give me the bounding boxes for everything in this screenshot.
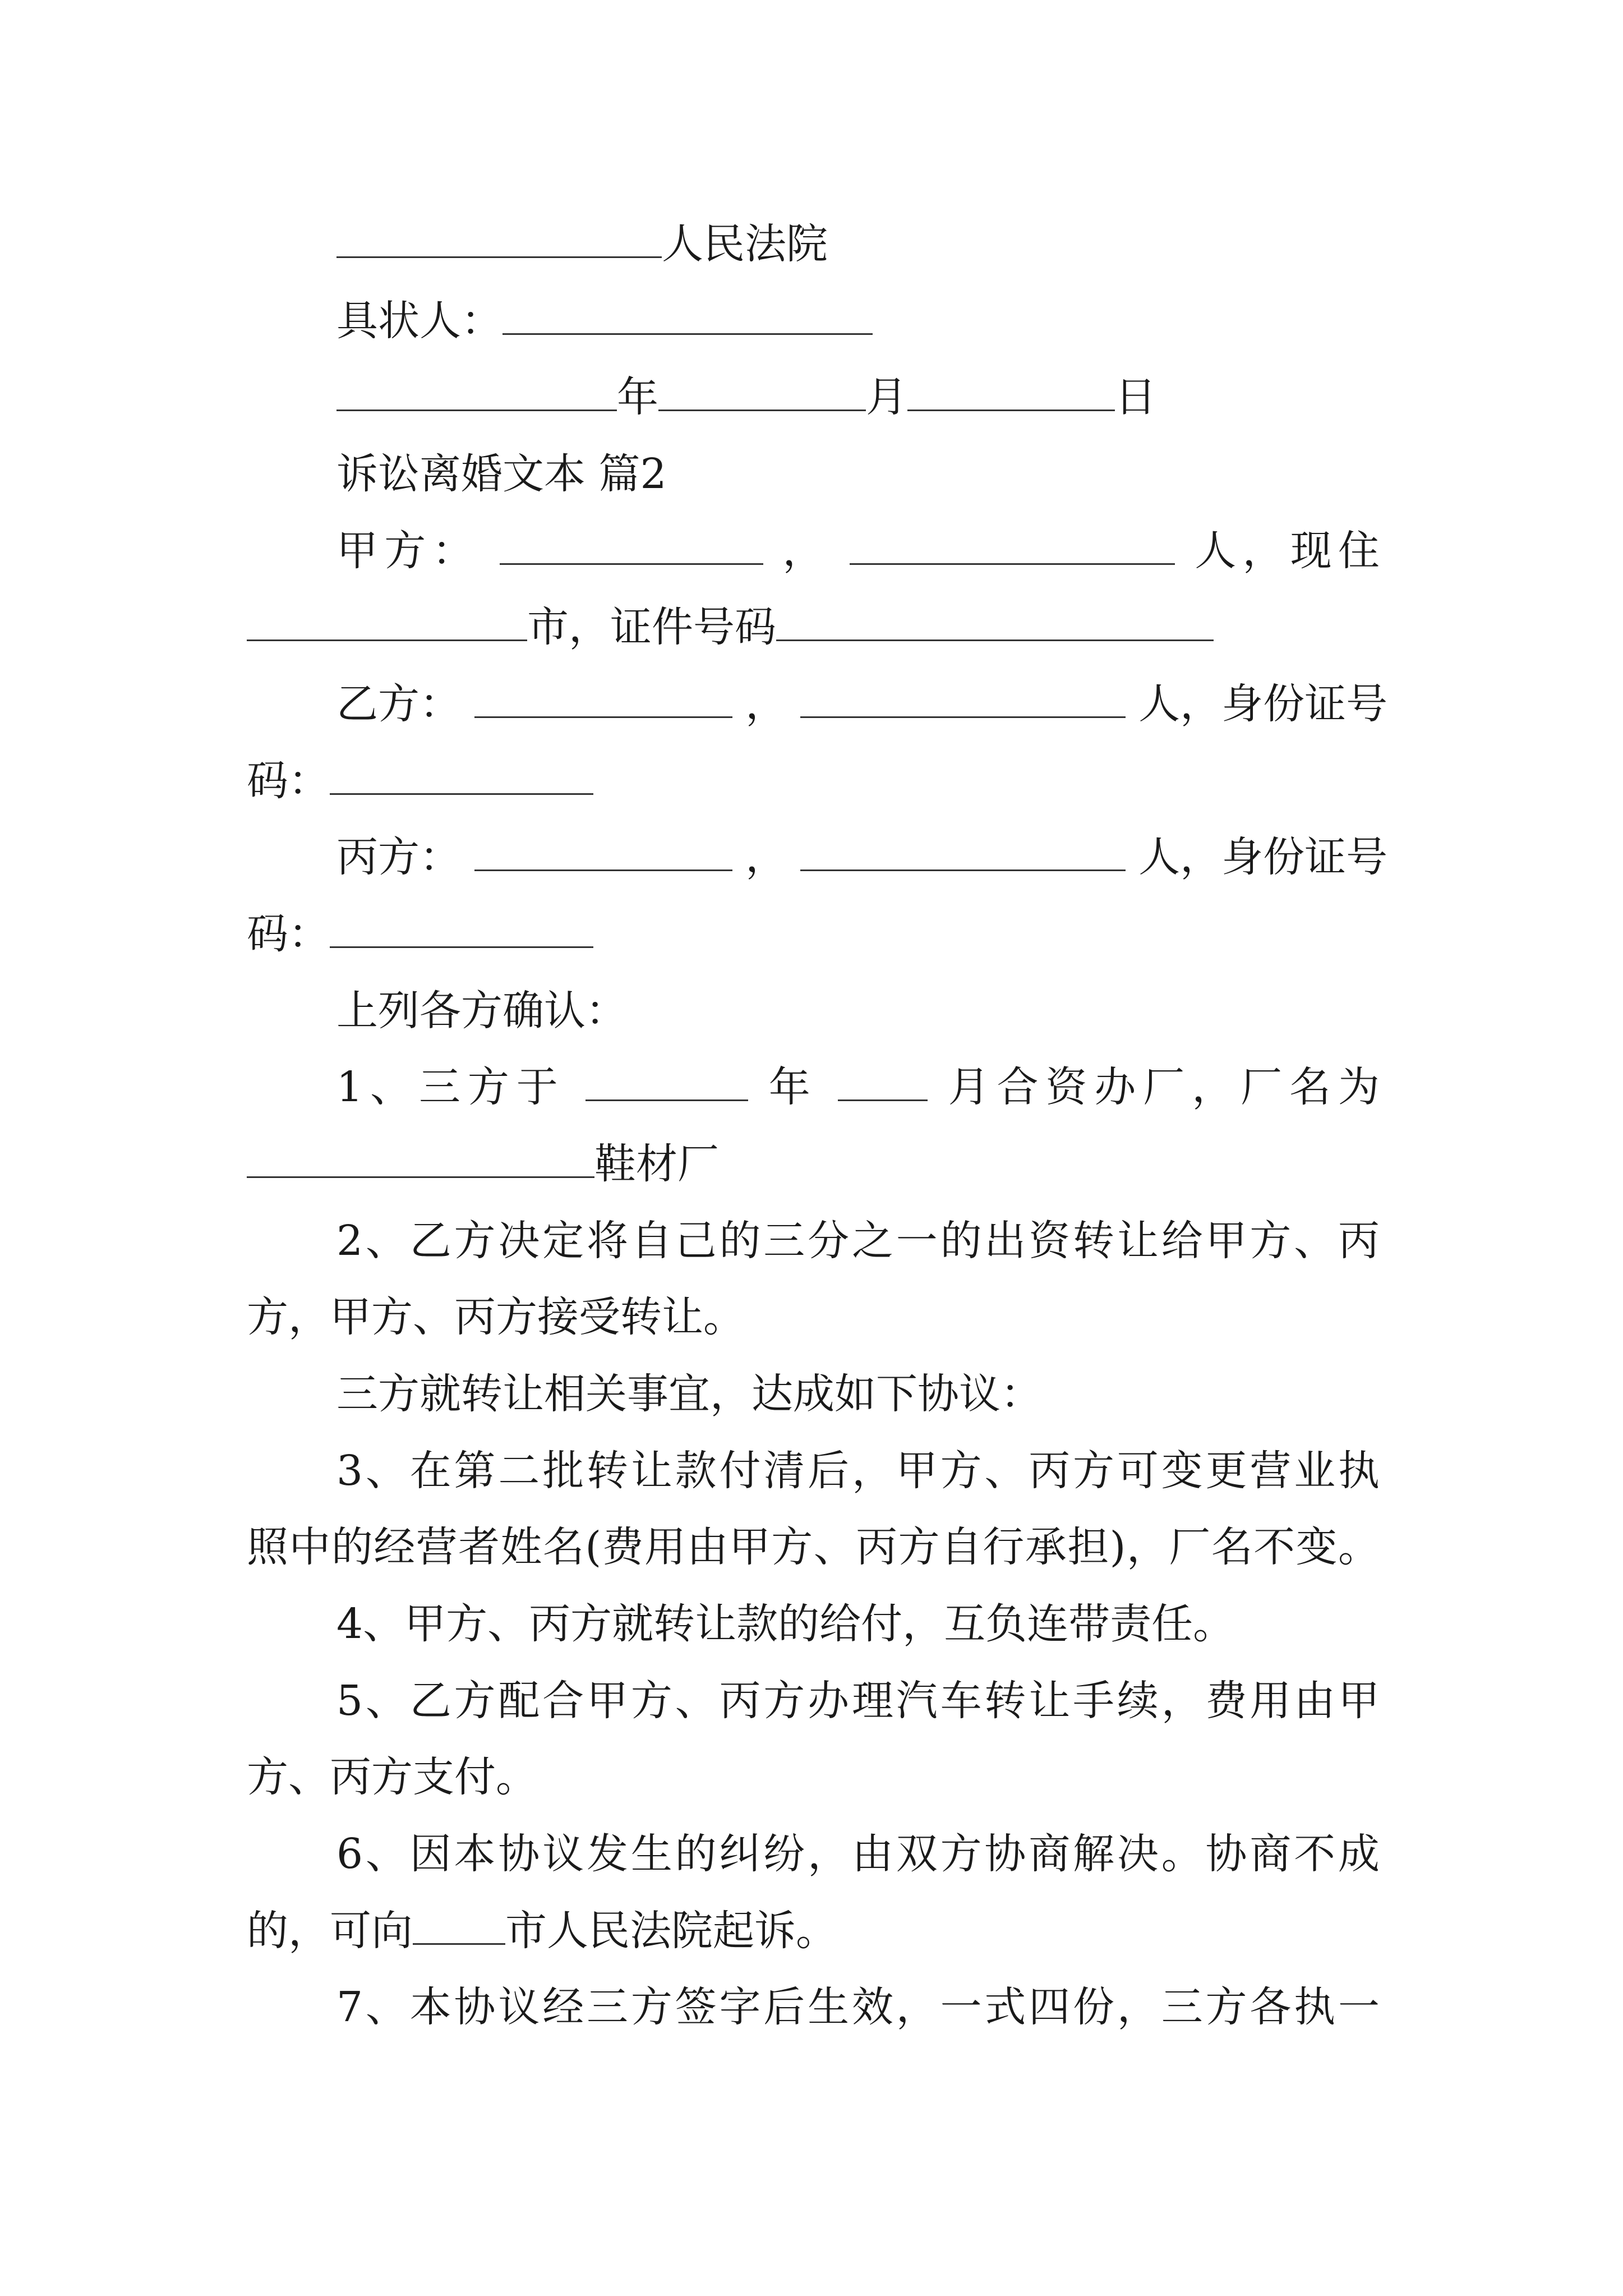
- confirm-heading: 上列各方确认：: [336, 987, 627, 1035]
- section-title: 诉讼离婚文本 篇2: [336, 450, 667, 498]
- factory-name-blank: [247, 1137, 594, 1178]
- party-c-name-blank: [474, 830, 732, 871]
- party-b-name-blank: [474, 677, 732, 718]
- item-3-line-2: 照中的经营者姓名(费用由甲方、丙方自行承担)，厂名不变。: [247, 1523, 1380, 1571]
- item-4-line: 4、甲方、丙方就转让款的给付，互负连带责任。: [336, 1600, 1235, 1648]
- item-2-line-2: 方，甲方、丙方接受转让。: [247, 1293, 745, 1341]
- party-a-line: 甲方： ， 人，现住: [336, 523, 1380, 579]
- petitioner-line: 具状人：: [336, 293, 873, 349]
- court-name-blank: [336, 217, 662, 258]
- party-b-id-line: 码：: [247, 753, 593, 809]
- party-c-id-blank: [330, 907, 593, 948]
- party-b-line: 乙方： ， 人，身份证号: [336, 676, 1380, 732]
- petitioner-blank: [502, 294, 873, 335]
- party-a-id-line: 市，证件号码: [247, 599, 1214, 655]
- item-3-line-1: 3、在第二批转让款付清后，甲方、丙方可变更营业执: [336, 1447, 1380, 1495]
- item-1-line: 1、三方于 年 月合资办厂，厂名为: [336, 1059, 1380, 1115]
- city-blank: [413, 1904, 505, 1945]
- party-a-origin-blank: [850, 524, 1175, 565]
- party-c-origin-blank: [800, 830, 1126, 871]
- item-5-line-1: 5、乙方配合甲方、丙方办理汽车转让手续，费用由甲: [336, 1677, 1380, 1725]
- party-b-origin-blank: [800, 677, 1126, 718]
- item-5-line-2: 方、丙方支付。: [247, 1753, 537, 1801]
- court-line: 人民法院: [336, 216, 828, 272]
- item-6-line-2: 的，可向 市人民法院起诉。: [247, 1903, 837, 1959]
- item-7-line-1: 7、本协议经三方签字后生效，一式四份，三方各执一: [336, 1983, 1380, 2031]
- party-c-id-line: 码：: [247, 906, 593, 962]
- party-a-city-blank: [247, 600, 527, 641]
- item-2-line-1: 2、乙方决定将自己的三分之一的出资转让给甲方、丙: [336, 1217, 1380, 1265]
- item-1-month-blank: [838, 1060, 928, 1101]
- agreement-heading: 三方就转让相关事宜，达成如下协议：: [336, 1370, 1042, 1418]
- month-blank: [658, 370, 866, 411]
- day-blank: [907, 370, 1115, 411]
- party-a-id-blank: [776, 600, 1214, 641]
- item-1-year-blank: [585, 1060, 748, 1101]
- item-1-factory-line: 鞋材厂: [247, 1136, 719, 1192]
- party-a-name-blank: [500, 524, 763, 565]
- date-line: 年 月 日: [336, 369, 1156, 425]
- item-6-line-1: 6、因本协议发生的纠纷，由双方协商解决。协商不成: [336, 1830, 1380, 1878]
- year-blank: [336, 370, 617, 411]
- party-b-id-blank: [330, 754, 593, 795]
- party-c-line: 丙方： ， 人，身份证号: [336, 829, 1380, 885]
